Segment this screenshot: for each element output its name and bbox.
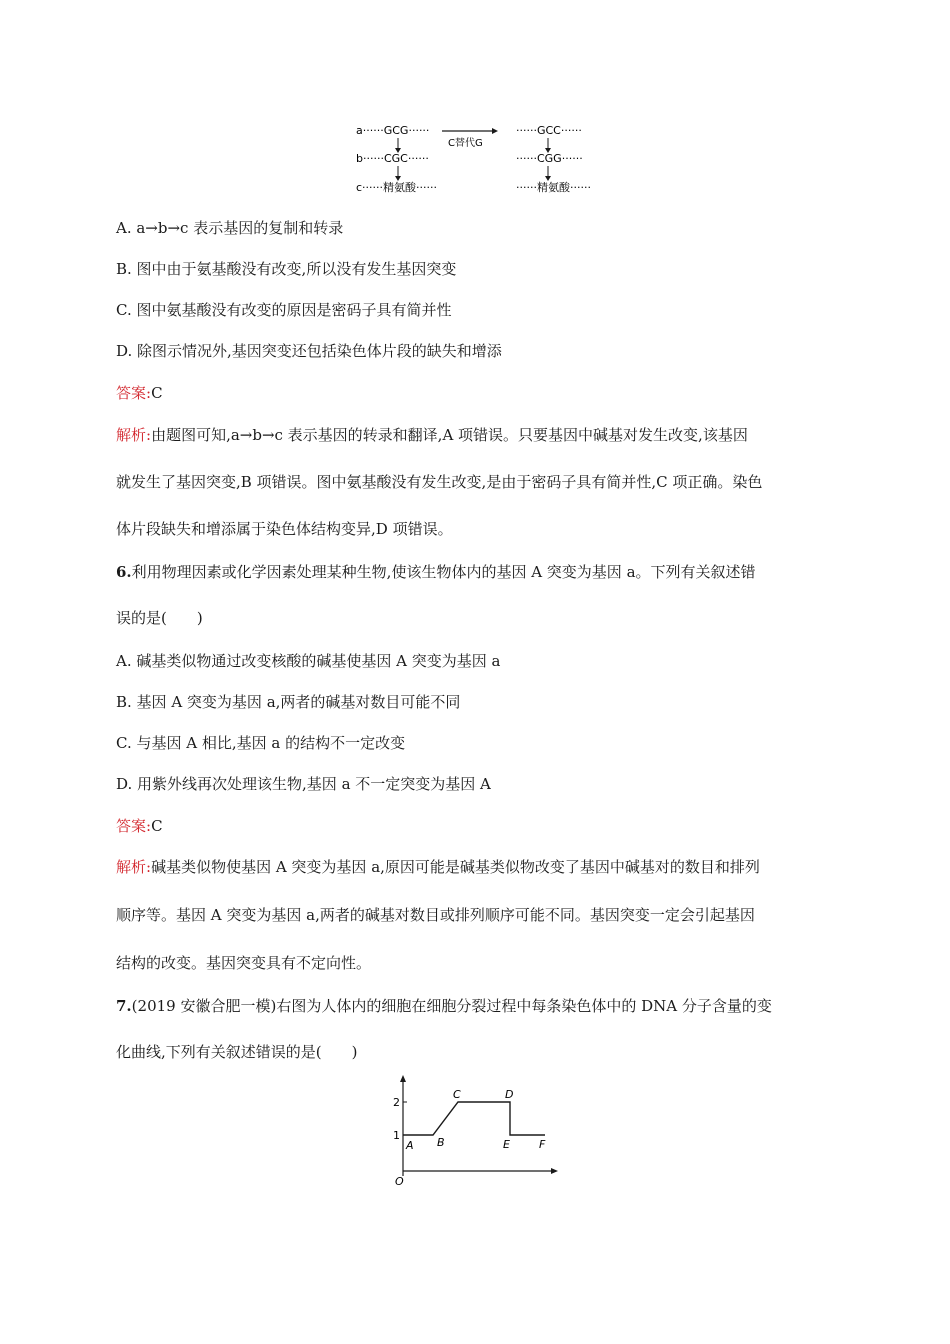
q7-stem-line-1: [116, 996, 772, 1016]
substitution-label: C替代G: [448, 138, 483, 149]
question-text: 利用物理因素或化学因素处理某种生物,使该生物体内的基因 A 突变为基因 a。下列有关叙述错: [131, 563, 756, 581]
q5-answer: [116, 383, 163, 403]
q5-option-d: D. 除图示情况外,基因突变还包括染色体片段的缺失和增添: [116, 342, 502, 360]
left-row-b: b······CGC······: [356, 152, 429, 165]
q5-option-b: B. 图中由于氨基酸没有改变,所以没有发生基因突变: [116, 260, 457, 278]
question-number: 6.: [116, 563, 132, 581]
right-row-b: ······CGG······: [516, 152, 583, 165]
point-e-label: E: [503, 1138, 510, 1151]
answer-label: 答案:: [116, 384, 152, 402]
q6-analysis-line-2: 顺序等。基因 A 突变为基因 a,两者的碱基对数目或排列顺序可能不同。基因突变一定会引起基因: [116, 906, 755, 924]
q6-stem-line-2: 误的是( ): [116, 609, 203, 627]
q5-option-c: C. 图中氨基酸没有改变的原因是密码子具有简并性: [116, 301, 452, 319]
dna-content-graph: [385, 1072, 565, 1187]
point-b-label: B: [437, 1136, 445, 1149]
q5-analysis-line-3: 体片段缺失和增添属于染色体结构变异,D 项错误。: [116, 520, 453, 538]
answer-value: C: [151, 817, 163, 835]
left-row-a: a······GCG······: [356, 124, 430, 137]
analysis-label: 解析:: [116, 426, 152, 444]
q6-option-d: D. 用紫外线再次处理该生物,基因 a 不一定突变为基因 A: [116, 775, 491, 793]
right-row-c: ······精氨酸······: [516, 181, 591, 194]
point-c-label: C: [453, 1088, 461, 1101]
point-f-label: F: [539, 1138, 546, 1151]
q6-answer: [116, 816, 163, 836]
q5-analysis-line-2: 就发生了基因突变,B 项错误。图中氨基酸没有发生改变,是由于密码子具有简并性,C 项正确。染色: [116, 473, 763, 491]
q6-analysis-line-3: 结构的改变。基因突变具有不定向性。: [116, 954, 372, 972]
answer-value: C: [151, 384, 163, 402]
analysis-label: 解析:: [116, 858, 152, 876]
question-text: (2019 安徽合肥一模)右图为人体内的细胞在细胞分裂过程中每条染色体中的 DNA 分子含量的变: [131, 997, 772, 1015]
q6-option-b: B. 基因 A 突变为基因 a,两者的碱基对数目可能不同: [116, 693, 461, 711]
origin-label: O: [395, 1175, 404, 1187]
q6-analysis-line-1: [116, 857, 760, 877]
answer-label: 答案:: [116, 817, 152, 835]
right-row-a: ······GCC······: [516, 124, 582, 137]
q5-analysis-line-1: [116, 425, 748, 445]
left-row-c: c······精氨酸······: [356, 181, 438, 194]
q6-option-c: C. 与基因 A 相比,基因 a 的结构不一定改变: [116, 734, 406, 752]
y-tick-1: 1: [393, 1129, 400, 1142]
point-d-label: D: [505, 1088, 514, 1101]
q6-stem-line-1: [116, 562, 756, 582]
q6-option-a: A. 碱基类似物通过改变核酸的碱基使基因 A 突变为基因 a: [116, 652, 501, 670]
analysis-text: 由题图可知,a→b→c 表示基因的转录和翻译,A 项错误。只要基因中碱基对发生改变,该基因: [151, 426, 748, 444]
q5-option-a: A. a→b→c 表示基因的复制和转录: [116, 219, 344, 237]
dna-curve: [403, 1102, 545, 1135]
mutation-diagram: [350, 118, 600, 200]
y-tick-2: 2: [393, 1096, 400, 1109]
q7-stem-line-2: 化曲线,下列有关叙述错误的是( ): [116, 1043, 358, 1061]
question-number: 7.: [116, 997, 132, 1015]
analysis-text: 碱基类似物使基因 A 突变为基因 a,原因可能是碱基类似物改变了基因中碱基对的数目和排列: [151, 858, 760, 876]
point-a-label: A: [406, 1139, 414, 1152]
